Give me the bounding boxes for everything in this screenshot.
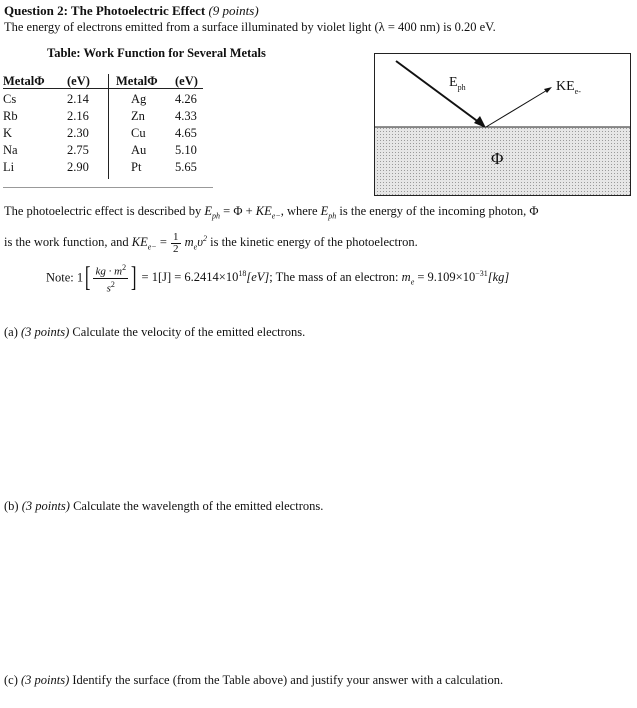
table-cell-v1: 2.30 (67, 126, 89, 140)
table-cell-v2: 4.26 (175, 92, 197, 106)
question-title-text: Question 2: The Photoelectric Effect (4, 3, 206, 18)
note-line: Note: 1[ $\frac{kg \cdot m^2}{s^2}$ ] = $1[J] = 6.2414\times 10^{18}[eV]$; The mass of an electron: $m_e = 9.109\times 10^{-31}[kg]$ (46, 262, 510, 295)
table-cell-v1: 2.90 (67, 160, 89, 174)
question-points: (9 points) (208, 3, 259, 18)
table-cell-m2: Cu (131, 126, 146, 140)
diagram-svg (374, 53, 631, 196)
table-cell-m2: Au (131, 143, 147, 157)
table-title: Table: Work Function for Several Metals (47, 46, 266, 60)
explanation-line-2: is the work function, and $KE_{e-}$ = $\frac{1}{2}$ $m_e\upsilon^2$ is the kinetic energy of the photoelectron. (4, 231, 418, 255)
table-header-rule (3, 88, 203, 89)
ke-label: $KE_{e-}$ (556, 79, 581, 96)
photoelectric-diagram (374, 53, 631, 196)
question-intro: The energy of electrons emitted from a surface illuminated by violet light (λ = 400 nm) is 0.20 eV. (4, 20, 496, 34)
table-cell-v1: 2.16 (67, 109, 89, 123)
question-title (4, 3, 259, 19)
table-cell-m1: K (3, 126, 13, 140)
photon-energy-label: $E_{ph}$ (449, 75, 466, 92)
table-cell-m1: Rb (3, 109, 18, 123)
table-cell-v2: 5.65 (175, 160, 197, 174)
header-ev-right: (eV) (175, 74, 198, 88)
header-ev-left: (eV) (67, 74, 90, 88)
table-cell-v2: 5.10 (175, 143, 197, 157)
work-function-symbol: Φ (491, 149, 504, 168)
table-cell-m2: Ag (131, 92, 147, 106)
table-cell-m2: Zn (131, 109, 145, 123)
table-cell-m1: Na (3, 143, 18, 157)
table-bottom-rule (3, 187, 213, 188)
table-cell-m1: Li (3, 160, 15, 174)
part-c: (c) (3 points) Identify the surface (from the Table above) and justify your answer with a calculation. (4, 673, 504, 687)
explanation-line-1: The photoelectric effect is described by $E_{ph} = \Phi + KE_{e-}$, where $E_{ph}$ is the energy of the incoming photon, Φ (4, 204, 539, 221)
table-cell-m2: Pt (131, 160, 142, 174)
part-b: (b) (3 points) Calculate the wavelength of the emitted electrons. (4, 499, 324, 513)
table-cell-v1: 2.75 (67, 143, 89, 157)
header-metal-left: MetalΦ (3, 74, 45, 88)
table-cell-v1: 2.14 (67, 92, 89, 106)
header-metal-right: MetalΦ (116, 74, 158, 88)
table-cell-m1: Cs (3, 92, 17, 106)
part-a: (a) (3 points) Calculate the velocity of the emitted electrons. (4, 325, 306, 339)
table-divider (108, 74, 109, 179)
table-cell-v2: 4.65 (175, 126, 197, 140)
table-cell-v2: 4.33 (175, 109, 197, 123)
